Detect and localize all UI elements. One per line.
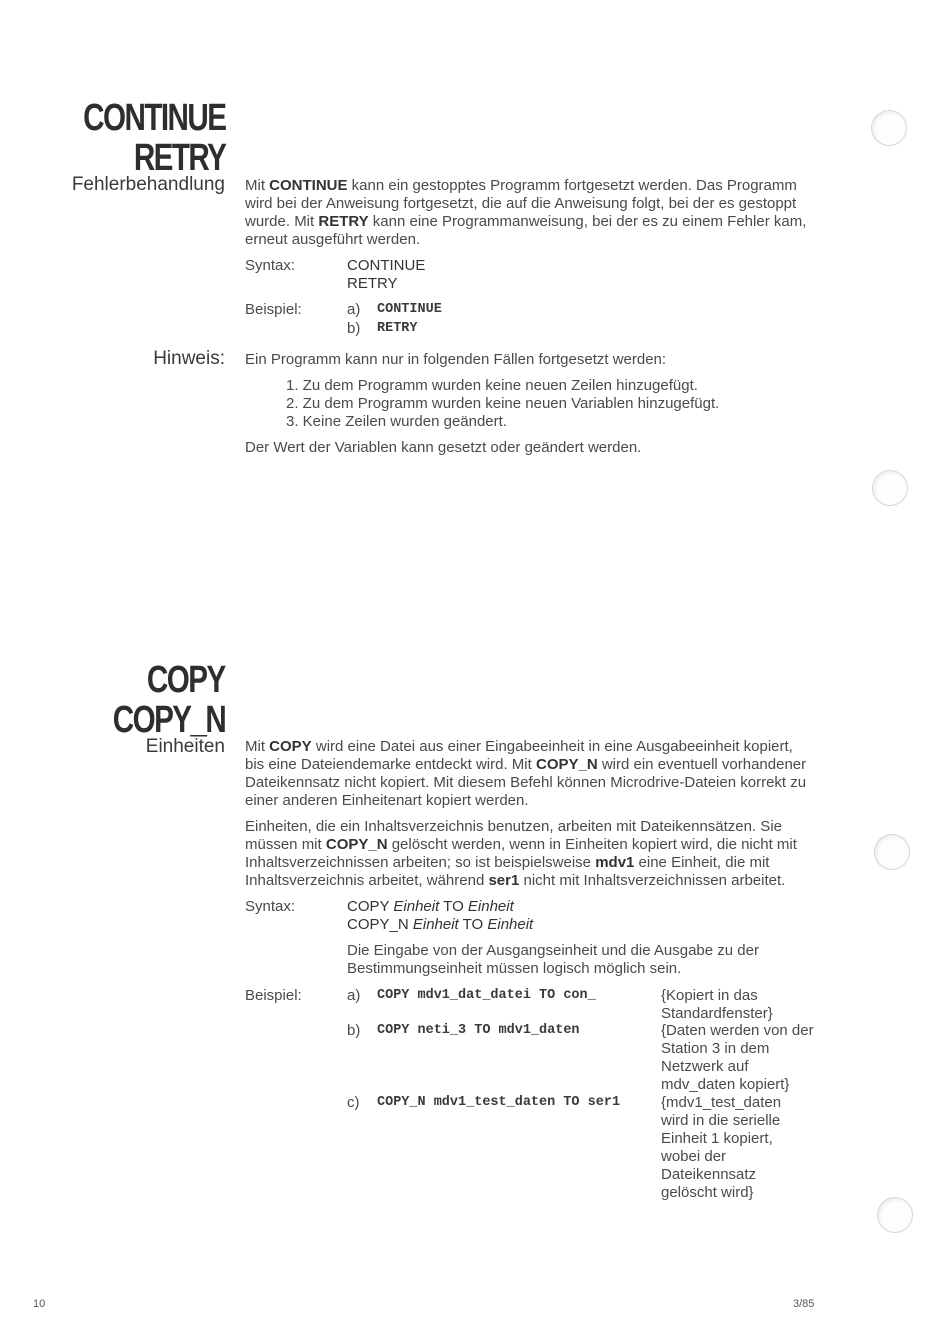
section-subtitle-einheiten: Einheiten — [145, 736, 225, 757]
syntax-copy-run: TO — [439, 898, 468, 915]
example2-code-b: COPY neti_3 TO mdv1_daten — [377, 1023, 580, 1038]
section2-paragraph-2-run: Einheiten, die ein Inhaltsverzeichnis benutzen, arbeiten mit Dateikennsätzen. Sie müssen mit — [245, 818, 782, 853]
footer-date: 3/85 — [793, 1298, 815, 1310]
section2-paragraph-2-run: gelöscht werden, wenn in Einheiten kopiert wird, die nicht mit Inhaltsverzeichnissen arbeiten; so ist beispielsweise — [245, 836, 797, 871]
note-outro: Der Wert der Variablen kann gesetzt oder geändert werden. — [245, 439, 642, 456]
section2-paragraph-2-run: ser1 — [488, 872, 520, 889]
example-letter-b: b) — [347, 320, 361, 337]
syntax-copy-run: Einheit — [467, 898, 514, 915]
section2-paragraph-1-run: COPY — [269, 738, 312, 755]
example2-remark-a: {Kopiert in das Standardfenster} — [661, 987, 773, 1022]
example-code-retry: RETRY — [377, 321, 418, 336]
punch-hole-3 — [874, 834, 910, 870]
example2-remark-b: {Daten werden von der Station 3 in dem Netzwerk auf mdv_daten kopiert} — [661, 1022, 814, 1093]
note-item-2: 2. Zu dem Programm wurden keine neuen Variablen hinzugefügt. — [286, 395, 720, 412]
syntax-copy-run: COPY — [347, 898, 394, 915]
section2-paragraph-2-run: nicht mit Inhaltsverzeichnissen arbeitet. — [519, 872, 786, 889]
section1-intro-run: Mit — [245, 177, 270, 194]
example-code-continue: CONTINUE — [377, 302, 442, 317]
syntax-line-continue: CONTINUE — [347, 257, 426, 274]
section2-paragraph-1-run: wird eine Datei aus einer Eingabeeinheit in eine Ausgabeeinheit kopiert, bis eine Dateiendemarke entdeckt wird. Mit — [245, 738, 793, 773]
keyword-copy-n: COPY_N — [112, 699, 225, 741]
punch-hole-2 — [872, 470, 908, 506]
keyword-copy: COPY — [147, 659, 225, 701]
section2-paragraph-2-run: COPY_N — [325, 836, 388, 853]
section1-intro-run: RETRY — [318, 213, 369, 230]
section1-intro — [245, 177, 815, 249]
note-intro: Ein Programm kann nur in folgenden Fällen fortgesetzt werden: — [245, 351, 667, 368]
syntax-copy-n-run: Einheit — [487, 916, 534, 933]
syntax-copy-n-run: COPY_N — [347, 916, 413, 933]
syntax-copy-run: Einheit — [393, 898, 440, 915]
section1-intro-run: kann eine Programmanweisung, bei der es zu einem Fehler kam, erneut ausgeführt werden. — [245, 213, 807, 248]
syntax-copy-n-run: Einheit — [412, 916, 459, 933]
section2-paragraph-1-run: wird ein eventuell vorhandener Dateikennsatz nicht kopiert. Mit diesem Befehl können Microdrive-Dateien korrekt zu einer anderen Einheitenart kopiert werden. — [245, 756, 807, 809]
note-item-1: 1. Zu dem Programm wurden keine neuen Zeilen hinzugefügt. — [286, 377, 698, 394]
keyword-retry: RETRY — [133, 137, 225, 179]
syntax-note: Die Eingabe von der Ausgangseinheit und die Ausgabe zu der Bestimmungseinheit müssen logisch möglich sein. — [347, 942, 759, 977]
example2-remark-c: {mdv1_test_daten wird in die serielle Einheit 1 kopiert, wobei der Dateikennsatz gelöscht wird} — [661, 1094, 782, 1201]
section2-paragraph-1-run: Mit — [245, 738, 270, 755]
syntax-line-copy-n — [347, 916, 533, 934]
punch-hole-1 — [871, 110, 907, 146]
section2-paragraph-1-run: COPY_N — [535, 756, 598, 773]
syntax-label: Syntax: — [245, 257, 296, 274]
note-item-3: 3. Keine Zeilen wurden geändert. — [286, 413, 507, 430]
section1-intro-run: CONTINUE — [269, 177, 348, 194]
page-number: 10 — [33, 1298, 46, 1310]
example2-code-a: COPY mdv1_dat_datei TO con_ — [377, 988, 596, 1003]
punch-hole-4 — [877, 1197, 913, 1233]
syntax-line-copy — [347, 898, 514, 916]
section1-intro-run: kann ein gestopptes Programm fortgesetzt werden. Das Programm wird bei der Anweisung fortgesetzt, die auf die Anweisung folgt, bei der es gestoppt wurde. Mit — [245, 177, 797, 230]
section-subtitle-fehlerbehandlung: Fehlerbehandlung — [71, 174, 225, 195]
example2-code-c: COPY_N mdv1_test_daten TO ser1 — [377, 1095, 621, 1110]
example-label: Beispiel: — [245, 301, 302, 318]
syntax-label-2: Syntax: — [245, 898, 296, 915]
section2-paragraph-1 — [245, 738, 815, 810]
example-letter-a: a) — [347, 301, 361, 318]
keyword-continue: CONTINUE — [82, 97, 225, 139]
syntax-copy-n-run: TO — [458, 916, 488, 933]
example2-letter-b: b) — [347, 1022, 361, 1039]
example2-letter-c: c) — [347, 1094, 360, 1111]
section2-paragraph-2-run: eine Einheit, die mit Inhaltsverzeichnis arbeitet, während — [245, 854, 770, 889]
example2-letter-a: a) — [347, 987, 361, 1004]
note-label: Hinweis: — [153, 348, 225, 369]
syntax-line-retry: RETRY — [347, 275, 398, 292]
example-label-2: Beispiel: — [245, 987, 302, 1004]
section2-paragraph-2-run: mdv1 — [595, 854, 635, 871]
section2-paragraph-2 — [245, 818, 815, 890]
